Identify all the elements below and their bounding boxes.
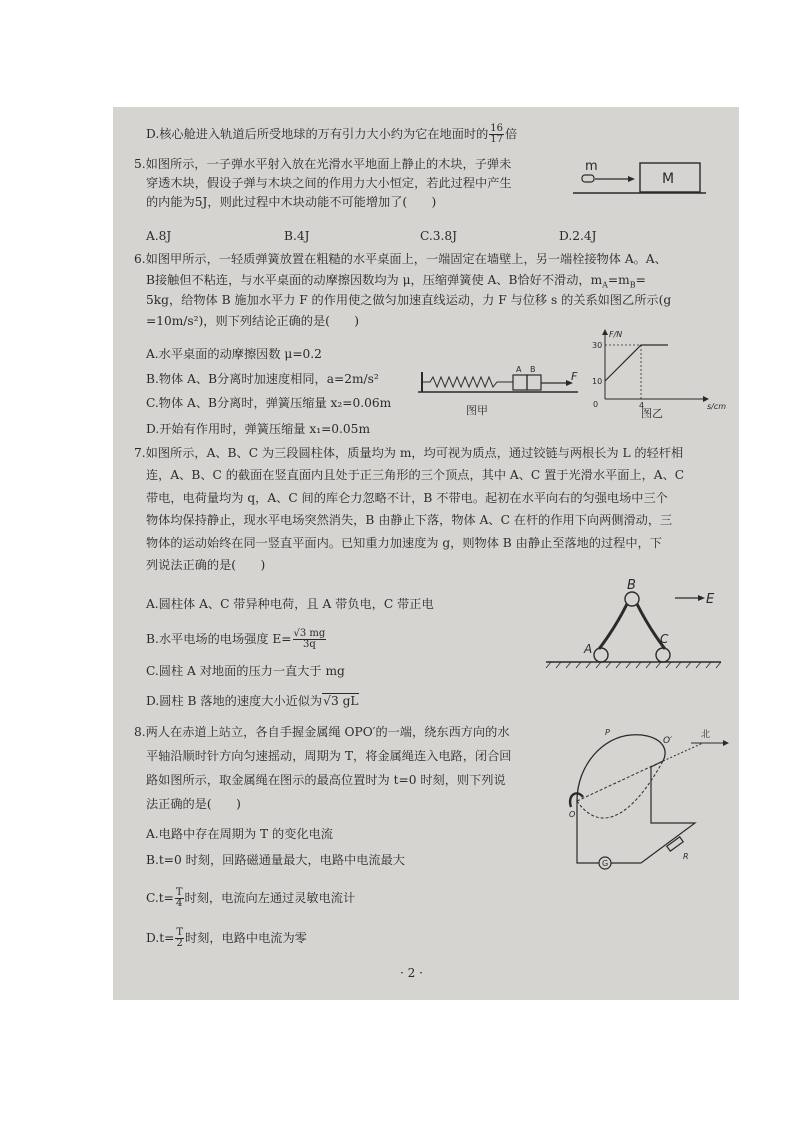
label-north: 北 (701, 730, 711, 740)
q7-figure-triangle (543, 573, 723, 673)
label-a: A (584, 642, 593, 656)
q8-option-a: A.电路中存在周期为 T 的变化电流 (146, 827, 333, 841)
q4-option-d: D.核心舱进入轨道后所受地球的万有引力大小约为它在地面时的 $\frac{16}{17}$ 倍 (146, 123, 518, 145)
q5-option-d: D.2.4J (559, 229, 597, 243)
block-b (527, 375, 541, 390)
ground-hatching (546, 662, 721, 668)
label-g: G (602, 859, 609, 868)
q5-option-a: A.8J (146, 229, 172, 243)
cylinder-a (594, 648, 608, 662)
bullet (582, 175, 594, 182)
q7-stem-line3: 带电，电荷量均为 q，A、C 间的库仑力忽略不计，B 不带电。起初在水平向右的匀强电场中三个 (146, 491, 668, 505)
label-p: P (605, 728, 610, 737)
y-tick-label-30: 30 (592, 341, 603, 350)
origin-label: 0 (593, 400, 599, 409)
q8-option-c: C.t= $\frac{T}{4}$ 时刻，电流向左通过灵敏电流计 (146, 887, 356, 909)
q5-option-b: B.4J (284, 229, 310, 243)
label-c: C (660, 632, 669, 646)
q7-option-d: D.圆柱 B 落地的速度大小近似为√3 gL (146, 694, 359, 708)
q8-stem-line3: 路如图所示，取金属绳在图示的最高位置时为 t=0 时刻，则下列说 (146, 773, 506, 787)
fraction: $\frac{T}{4}$ (175, 887, 183, 909)
label-o: O (569, 810, 576, 819)
q5-option-c: C.3.8J (420, 229, 458, 243)
wire-left (577, 801, 599, 863)
fig-b-caption: 图乙 (641, 407, 663, 420)
fraction: $\frac{16}{17}$ (490, 123, 504, 145)
q7-stem-line1: 7.如图所示，A、B、C 为三段圆柱体，质量均为 m，均可视为质点，通过铰链与两根长为 L 的轻杆相 (134, 446, 684, 460)
q6-stem-line4: =10m/s²)，则下列结论正确的是( ) (146, 314, 360, 328)
q6-option-c: C.物体 A、B分离时，弹簧压缩量 x₂=0.06m (146, 396, 392, 410)
label-b: B (627, 578, 636, 593)
mass-label-m: m (585, 159, 598, 174)
y-axis-label: F/N (609, 330, 623, 339)
axis-dashed (577, 761, 663, 801)
q5-stem-line3: 的内能为5J，则此过程中木块动能不可能增加了( ) (146, 195, 437, 209)
q6-stem-line3: 5kg，给物体 B 施加水平力 F 的作用使之做匀加速直线运动，力 F 与位移 s 的关系如图乙所示(g (146, 293, 672, 307)
q8-stem-line1: 8.两人在赤道上站立，各自手握金属绳 OPO′的一端，绕东西方向的水 (134, 725, 510, 739)
q7-stem-line5: 物体的运动始终在同一竖直平面内。已知重力加速度为 g，则物体 B 由静止至落地的过程中，下 (146, 536, 662, 550)
force-displacement-line (605, 345, 668, 381)
q7-option-b: B.水平电场的电场强度 E= $\frac{√3 mg}{3q}$ (146, 628, 326, 650)
rope-top (577, 735, 665, 801)
x-tick-label-4: 4 (639, 401, 645, 410)
label-o-prime: O′ (663, 736, 673, 746)
label-a: A (516, 365, 522, 374)
y-tick-label-10: 10 (592, 377, 603, 386)
label-f: F (571, 370, 578, 383)
q8-figure-rope-circuit (553, 725, 733, 895)
q6-stem-line1: 6.如图甲所示，一轻质弹簧放置在粗糙的水平桌面上，一端固定在墙壁上，另一端栓接物体 A。A、 (134, 252, 667, 266)
label-b: B (530, 365, 536, 374)
q6-figure-a-spring (418, 362, 588, 422)
q5-stem-line2: 穿透木块，假设子弹与木块之间的作用力大小恒定，若此过程中产生 (146, 176, 512, 190)
q6-option-d: D.开始有作用时，弹簧压缩量 x₁=0.05m (146, 422, 370, 436)
x-axis-label: s/cm (707, 402, 727, 411)
block-a (513, 375, 527, 390)
exam-page (113, 107, 739, 1000)
q7-stem-line6: 列说法正确的是( ) (146, 558, 266, 572)
resistor (667, 837, 683, 851)
spring (422, 377, 513, 387)
fraction: $\frac{√3 mg}{3q}$ (293, 628, 326, 650)
fig-a-caption: 图甲 (466, 404, 488, 417)
rod-left (599, 604, 627, 649)
q7-stem-line2: 连，A、B、C 的截面在竖直面内且处于正三角形的三个顶点，其中 A、C 置于光滑水平面上，A、C (146, 468, 685, 482)
fraction: $\frac{T}{2}$ (176, 927, 183, 949)
q8-option-b: B.t=0 时刻，回路磁通量最大，电路中电流最大 (146, 853, 405, 867)
q6-stem-line2: B接触但不粘连，与水平桌面的动摩擦因数均为 μ，压缩弹簧使 A、B恰好不滑动，$m_A=m_B=$ (146, 273, 646, 290)
mass-label-M: M (662, 171, 675, 187)
q6-option-a: A.水平桌面的动摩擦因数 μ=0.2 (146, 347, 322, 361)
q5-figure-bullet-block (568, 155, 708, 205)
q5-stem-line1: 5.如图所示，一子弹水平射入放在光滑水平地面上静止的木块，子弹未 (134, 157, 512, 171)
q8-stem-line2: 平轴沿顺时针方向匀速摇动，周期为 T，将金属绳连入电路，闭合回 (146, 749, 512, 763)
q7-option-a: A.圆柱体 A、C 带异种电荷，且 A 带负电，C 带正电 (146, 597, 434, 611)
page-number: · 2 · (400, 966, 423, 980)
q8-stem-line4: 法正确的是( ) (146, 797, 241, 811)
q8-option-d: D.t= $\frac{T}{2}$ 时刻，电路中电流为零 (146, 927, 307, 949)
q7-option-c: C.圆柱 A 对地面的压力一直大于 mg (146, 664, 345, 678)
label-r: R (683, 852, 689, 861)
q7-stem-line4: 物体均保持静止，现水平电场突然消失，B 由静止下落，物体 A、C 在杆的作用下向两侧滑动，三 (146, 513, 673, 527)
label-e: E (706, 592, 715, 607)
q6-option-b: B.物体 A、B分离时加速度相同，a=2m/s² (146, 372, 379, 386)
rope-bottom (577, 761, 663, 818)
q6-figure-b-graph (591, 329, 731, 419)
cylinder-b (625, 592, 639, 606)
cylinder-c (656, 648, 670, 662)
